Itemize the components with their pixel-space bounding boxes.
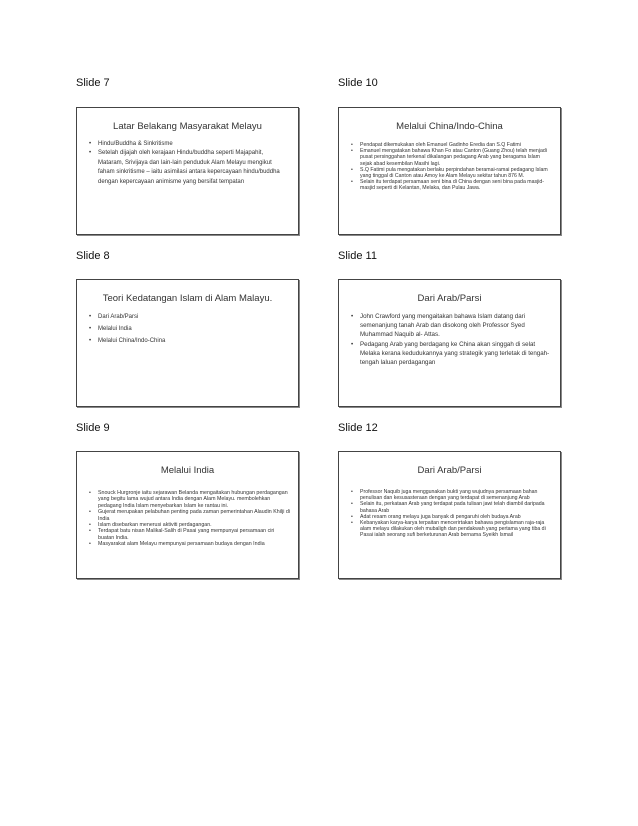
slide-11-bullet: • John Crawford yang mengaitakan bahawa Islam datang dari semenanjung tanah Arab dan disokong oleh Professor Syed Muhammad Naquib al- Attas. [351, 312, 552, 339]
slide-9-title: Melalui India [160, 465, 215, 476]
slide-10-bullet: • S.Q Fatimi pula mengatakan berlaku perpindahan beramai-ramai pedagang Islam yang tinggal di Canton atau Amoy ke Alam Melayu sekitar tahun 876 M. [351, 167, 552, 179]
slide-8-bullet: • Dari Arab/Parsi [89, 313, 290, 321]
slide-7-title: Latar Belakang Masyarakat Melayu [113, 121, 262, 132]
slide-12-title: Dari Arab/Parsi [417, 465, 482, 476]
slide-9-bullet: • Snouck Hurgronje iaitu sejarawan Belanda mengaitakan hubungan perdagangan yang begitu lama wujud antara India dengan Alam Melayu. membolehkan pedagang India Islam menyebarkan Islam ke rantau ini. [89, 490, 290, 509]
slide-10-bullet: • Emanuel mengatakan bahawa Khan Fo atau Canton (Guang Zhou) telah menjadi pusat persinggahan terkenal dikalangan pedagang Arab yang beragama Islam sejak abad kesembilan Masihi lagi. [351, 148, 552, 167]
slide-8-title: Teori Kedatangan Islam di Alam Malayu. [102, 293, 273, 304]
slide-11-label: Slide 11 [338, 250, 377, 262]
slide-12-bullet: • Selain itu, perkataan Arab yang terdapat pada tulisan jawi telah diambil daripada bahasa Arab [351, 501, 552, 513]
slide-12-thumbnail[interactable] [338, 451, 561, 579]
slide-9-bullet: • Gujerat merupakan pelabuhan penting pada zaman pemerintahan Alaudin Khilji di India [89, 509, 290, 522]
slide-8-label: Slide 8 [76, 250, 110, 262]
slide-11-bullet: • Pedagang Arab yang berdagang ke China akan singgah di selat Melaka kerana kedudukannya yang strategik yang terletak di tengah-tengah laluan perdagangan [351, 340, 552, 367]
slide-10-bullet: • Pendapat dikemukakan oleh Emanuel Gadinho Eredia dan S.Q Fatimi [351, 142, 552, 148]
slide-11-thumbnail[interactable] [338, 279, 561, 407]
slide-8-bullet: • Melalui India [89, 325, 290, 333]
slide-9-bullet: • Islam disebarkan menerusi aktiviti perdagangan. [89, 522, 290, 528]
slide-10-bullet: • Selain itu terdapat persamaan seni bina di China dengan seni bina pada masjid-masjid seperti di Kelantan, Melaka, dan Pulau Jawa. [351, 179, 552, 191]
slide-9-bullet: • Terdapat batu nisan Malikal-Salih di Pasai yang mempunyai persamaan ciri buatan India. [89, 528, 290, 541]
slide-7-bullet: • Hindu/Buddha & Sinkritisme [89, 140, 290, 148]
slide-9-bullet: • Masyarakat alam Melayu mempunyai persamaan budaya dengan India [89, 541, 290, 547]
slide-7-bullet: • Setelah dijajah oleh kerajaan Hindu/buddha seperti Majapahit, Mataram, Srivijaya dan lain-lain penduduk Alam Melayu mengikut faham sinkritisme – iaitu asimilasi antara kepercayaan hindu/buddha dengan kepercayaan animisme yang bersifat tempatan [89, 149, 290, 187]
slide-9-label: Slide 9 [76, 422, 110, 434]
slide-11-title: Dari Arab/Parsi [417, 293, 482, 304]
slide-10-thumbnail[interactable] [338, 107, 561, 235]
slide-12-bullet: • Adat resam orang melayu juga banyak di pengaruhi oleh budaya Arab [351, 514, 552, 520]
slide-9-thumbnail[interactable] [76, 451, 299, 579]
slide-7-thumbnail[interactable] [76, 107, 299, 235]
slide-8-thumbnail[interactable] [76, 279, 299, 407]
slide-12-label: Slide 12 [338, 422, 378, 434]
slide-7-label: Slide 7 [76, 77, 110, 89]
slide-12-bullet: • Professor Naquib juga menggunakan bukti yang wujudnya persamaan bahan penulisan dan kesusasteraan dengan yang terdapat di semenanjung Arab [351, 489, 552, 501]
slide-12-bullet: • Kebanyakan karya-karya terpaitan mencerirtakan bahawa pengislaman raja-raja alam melayu dilakukan oleh mubaligh dan pendakwah yang pertama yang tiba di Pasai ialah seorang sufi berketurunan Arab bernama Syeikh Ismail [351, 520, 552, 539]
slide-10-title: Melalui China/Indo-China [396, 121, 503, 132]
slide-8-bullet: • Melalui China/Indo-China [89, 337, 290, 345]
slide-10-label: Slide 10 [338, 77, 378, 89]
